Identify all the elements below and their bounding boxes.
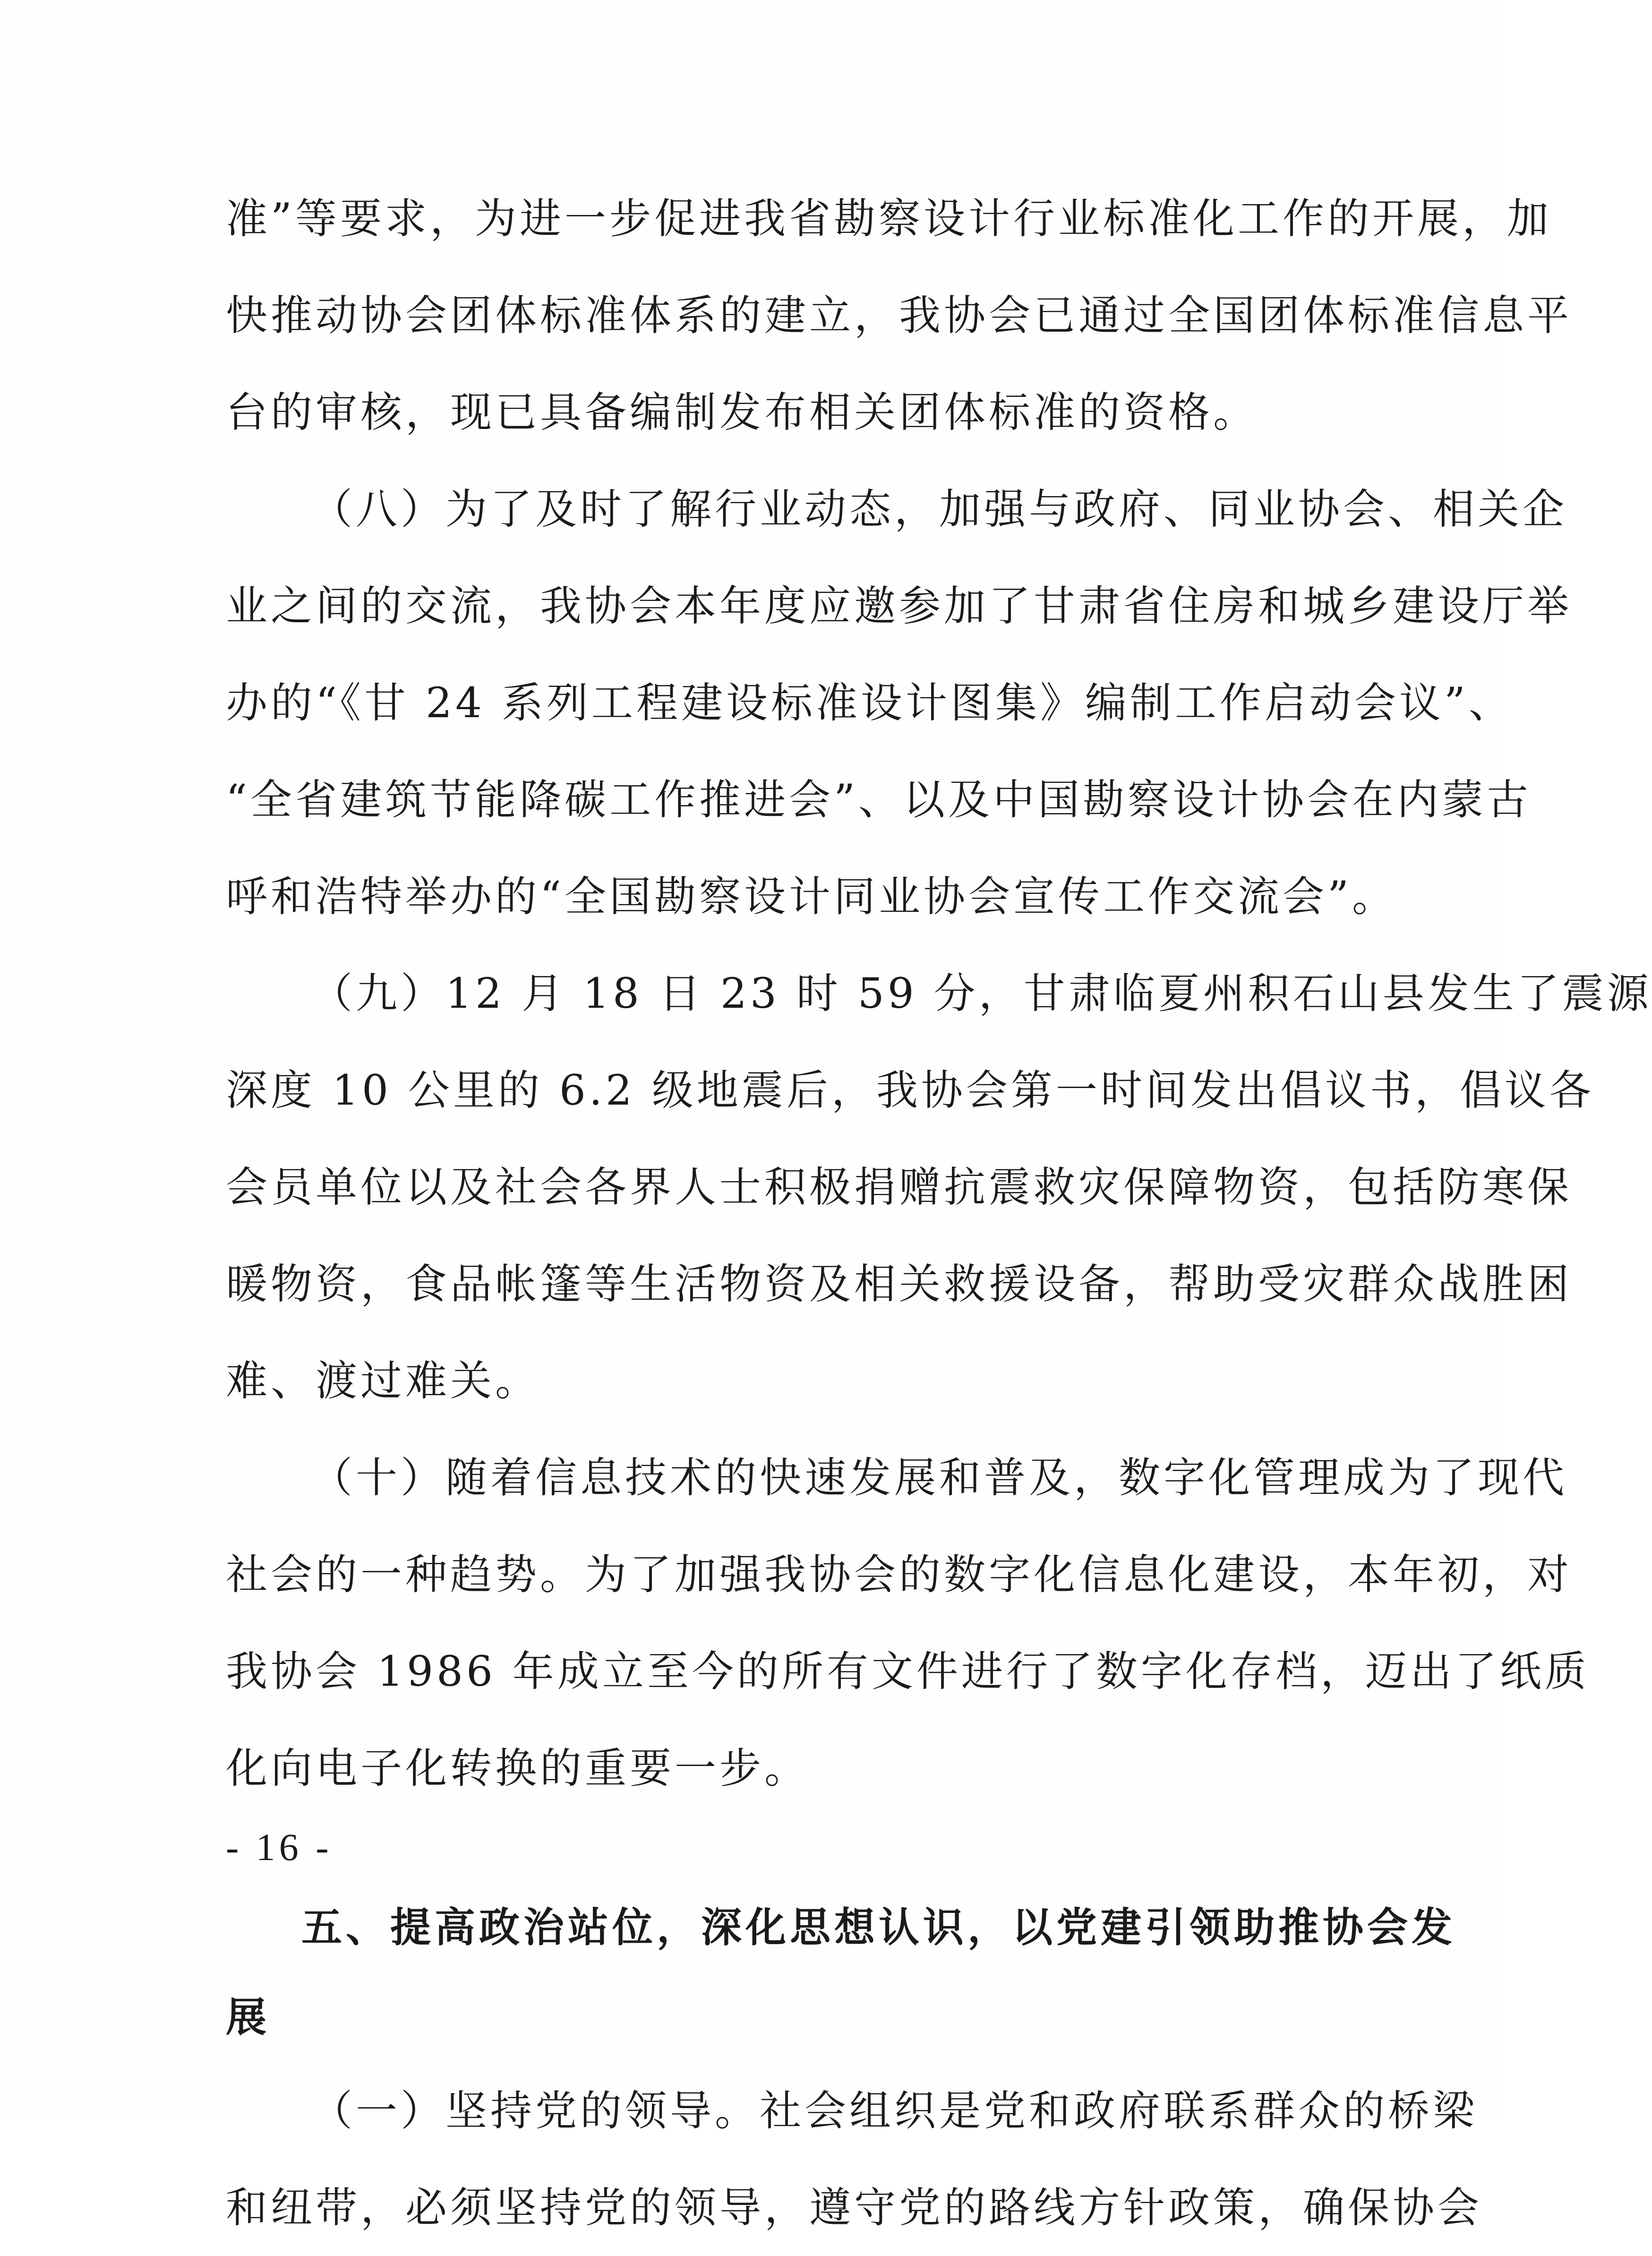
text-line: 台的审核，现已具备编制发布相关团体标准的资格。 [226,388,1258,437]
text-line: 业之间的交流，我协会本年度应邀参加了甘肃省住房和城乡建设厅举 [226,582,1573,630]
body-text [226,170,1652,2256]
paragraph-10-start: （十）随着信息技术的快速发展和普及，数字化管理成为了现代 [311,1453,1568,1502]
text-line: 深度 10 公里的 6.2 级地震后，我协会第一时间发出倡议书，倡议各 [226,1066,1594,1115]
text-line: 和纽带，必须坚持党的领导，遵守党的路线方针政策，确保协会 [226,2183,1483,2232]
text-line: 化向电子化转换的重要一步。 [226,1744,810,1793]
text-line: 暖物资，食品帐篷等生活物资及相关救援设备，帮助受灾群众战胜困 [226,1260,1573,1308]
text-line: 呼和浩特举办的“全国勘察设计同业协会宣传工作交流会”。 [226,872,1397,921]
text-line: 难、渡过难关。 [226,1356,540,1405]
section-heading-continued: 展 [226,1994,270,2041]
text-line: 办的“《甘 24 系列工程建设标准设计图集》编制工作启动会议”、 [226,678,1514,727]
text-line: 会员单位以及社会各界人士积极捐赠抗震救灾保障物资，包括防寒保 [226,1163,1573,1211]
paragraph-9-start: （九）12 月 18 日 23 时 59 分，甘肃临夏州积石山县发生了震源 [311,969,1652,1018]
section-gap [226,1817,1275,1883]
paragraph-8-start: （八）为了及时了解行业动态，加强与政府、同业协会、相关企 [311,485,1568,533]
text-line: 快推动协会团体标准体系的建立，我协会已通过全国团体标准信息平 [226,291,1573,340]
text-line: “全省建筑节能降碳工作推进会”、以及中国勘察设计协会在内蒙古 [226,775,1532,824]
page-number: - 16 - [226,1826,333,1869]
section-heading: 五、提高政治站位，深化思想认识，以党建引领助推协会发 [301,1904,1456,1951]
paragraph-1-start: （一）坚持党的领导。社会组织是党和政府联系群众的桥梁 [311,2086,1478,2135]
text-line: 社会的一种趋势。为了加强我协会的数字化信息化建设，本年初，对 [226,1550,1573,1599]
text-line: 我协会 1986 年成立至今的所有文件进行了数字化存档，迈出了纸质 [226,1647,1590,1696]
text-line: 准”等要求，为进一步促进我省勘察设计行业标准化工作的开展，加 [226,194,1552,243]
